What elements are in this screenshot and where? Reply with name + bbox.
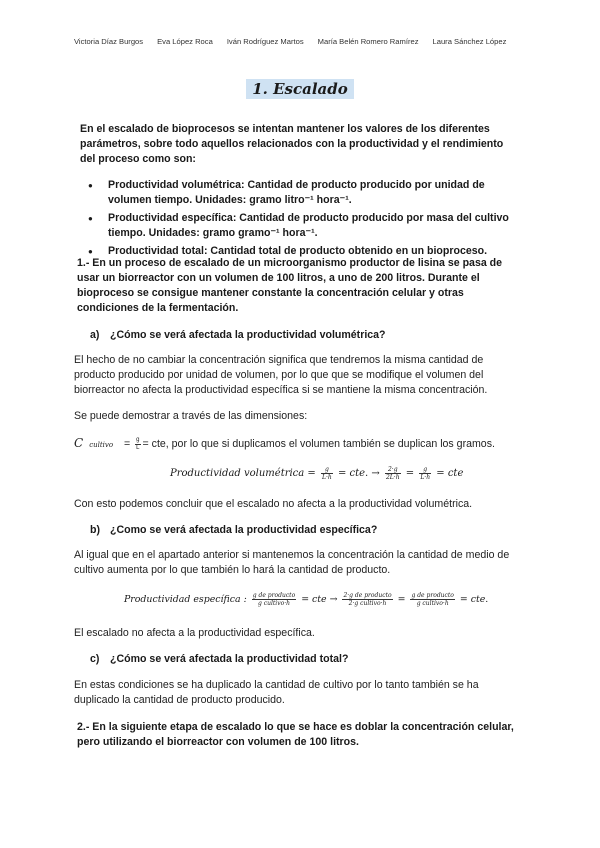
question-c: c) ¿Cómo se verá afectada la productividad total?	[90, 653, 349, 665]
author-header	[74, 37, 534, 46]
answer-c-paragraph: En estas condiciones se ha duplicado la cantidad de cultivo por lo tanto también se ha duplicado la cantidad de producto producido.	[74, 679, 479, 706]
answer-b-paragraph: Al igual que en el apartado anterior si mantenemos la concentración la cantidad de medio de cultivo aumenta por lo que también lo hará la cantidad de producto.	[74, 549, 510, 576]
answer-a-dimensions-intro: Se puede demostrar a través de las dimensiones:	[74, 410, 308, 422]
productivity-list	[86, 178, 526, 262]
intro-paragraph: En el escalado de bioprocesos se intentan mantener los valores de los diferentes parámetros, sobre todo aquellos relacionados con la productividad y el rendimiento del proceso como son:	[80, 123, 504, 165]
problem-2-statement: 2.- En la siguiente etapa de escalado lo que se hace es doblar la concentración celular, pero utilizando el biorreactor con volumen de 100 litros.	[77, 721, 514, 748]
author-name: Iván Rodríguez Martos	[226, 37, 304, 46]
author-name: Eva López Roca	[157, 37, 213, 46]
list-item: ● Productividad específica: Cantidad de producto producido por masa del cultivo tiempo. Unidades: gramo gramo⁻¹ hora⁻¹.	[86, 211, 526, 241]
formula-specific-productivity: Productividad específica : g de producto g cultivo·h = cte → 2·g de producto 2·g cultivo·h = g de producto g cultivo·h = cte.	[124, 592, 489, 607]
answer-a-conclusion: Con esto podemos concluir que el escalado no afecta a la productividad volumétrica.	[74, 498, 473, 510]
formula-concentration: Ccultivo = $\frac{g}{L}$ = cte, por lo que si duplicamos el volumen también se duplican los gramos.	[74, 436, 495, 451]
answer-b-conclusion: El escalado no afecta a la productividad específica.	[74, 627, 315, 639]
list-item: ● Productividad volumétrica: Cantidad de producto producido por unidad de volumen tiempo. Unidades: gramo litro⁻¹ hora⁻¹.	[86, 178, 526, 208]
list-item: ● Productividad total: Cantidad total de producto obtenido en un bioproceso.	[86, 244, 526, 259]
author-name: Laura Sánchez López	[432, 37, 507, 46]
question-b: b) ¿Como se verá afectada la productividad específica?	[90, 524, 378, 536]
question-a: a) ¿Cómo se verá afectada la productividad volumétrica?	[90, 329, 386, 341]
author-name: María Belén Romero Ramírez	[317, 37, 419, 46]
section-title-text: 1. Escalado	[246, 79, 354, 99]
section-title	[0, 80, 600, 99]
answer-a-paragraph: El hecho de no cambiar la concentración significa que tendremos la misma cantidad de producto producido por unidad de volumen, por lo que que se modifique el volumen del biorreactor no afecta la productividad específica si se mantiene la misma concentración.	[74, 354, 488, 396]
author-name: Victoria Díaz Burgos	[74, 37, 144, 46]
problem-1-statement: 1.- En un proceso de escalado de un microorganismo productor de lisina se pasa de usar un biorreactor con un volumen de 100 litros, a uno de 200 litros. Durante el bioproceso se consigue mantener constante la concentración celular y otras condiciones de la fermentación.	[77, 257, 503, 314]
formula-volumetric-productivity: Productividad volumétrica = $\frac{g}{L\cdot h}$ = cte. → $\frac{2\cdot g}{2L\cdot h}$ = $\frac{g}{L\cdot h}$ = cte	[170, 466, 464, 481]
